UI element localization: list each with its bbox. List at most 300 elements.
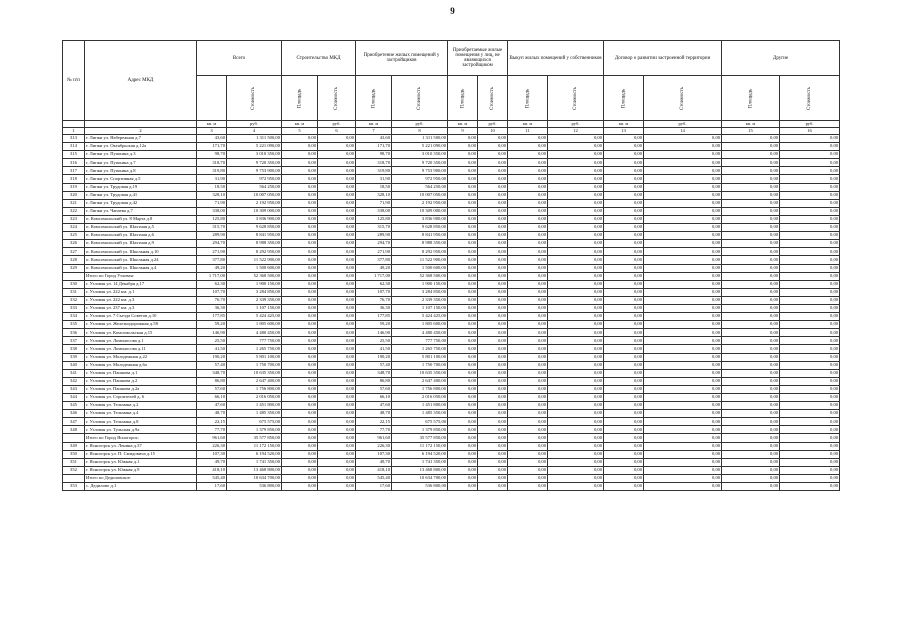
row-contract-cost: 0,00 xyxy=(644,135,722,143)
row-other-area: 0,00 xyxy=(722,329,780,337)
row-other-area: 0,00 xyxy=(722,240,780,248)
row-other-cost: 0,00 xyxy=(780,434,840,442)
row-other-area: 0,00 xyxy=(722,410,780,418)
row-buyout-cost: 0,00 xyxy=(548,418,604,426)
row-other-cost: 0,00 xyxy=(780,474,840,482)
row-developer-area: 25,50 xyxy=(356,337,392,345)
row-developer-cost: 536 800,00 xyxy=(392,483,448,491)
row-construction-cost: 0,00 xyxy=(318,199,356,207)
row-construction-area: 0,00 xyxy=(282,385,318,393)
row-total-area: 36,30 xyxy=(197,304,227,312)
row-nondev-cost: 0,00 xyxy=(478,466,508,474)
row-construction-area: 0,00 xyxy=(282,207,318,215)
row-construction-cost: 0,00 xyxy=(318,394,356,402)
row-developer-cost: 11 522 900,00 xyxy=(392,256,448,264)
row-nondev-area: 0,00 xyxy=(448,159,478,167)
column-number: 9 xyxy=(448,128,478,135)
row-buyout-cost: 0,00 xyxy=(548,361,604,369)
row-total-cost: 1 756 800,00 xyxy=(227,385,282,393)
row-construction-area: 0,00 xyxy=(282,450,318,458)
row-nondev-cost: 0,00 xyxy=(478,418,508,426)
row-construction-area: 0,00 xyxy=(282,442,318,450)
row-buyout-cost: 0,00 xyxy=(548,321,604,329)
row-number: 338 xyxy=(63,345,85,353)
row-contract-area: 0,00 xyxy=(604,143,644,151)
row-total-cost: 1 741 350,00 xyxy=(227,458,282,466)
row-total-area: 315,70 xyxy=(197,224,227,232)
table-row xyxy=(63,248,840,256)
table-row xyxy=(63,151,840,159)
row-total-cost: 1 311 500,00 xyxy=(227,135,282,143)
row-other-area: 0,00 xyxy=(722,232,780,240)
table-row xyxy=(63,313,840,321)
row-other-cost: 0,00 xyxy=(780,240,840,248)
row-total-area: 271,90 xyxy=(197,248,227,256)
table-row xyxy=(63,224,840,232)
row-nondev-cost: 0,00 xyxy=(478,353,508,361)
row-other-area: 0,00 xyxy=(722,466,780,474)
row-buyout-area: 0,00 xyxy=(508,434,548,442)
row-contract-area: 0,00 xyxy=(604,167,644,175)
row-nondev-cost: 0,00 xyxy=(478,304,508,312)
row-developer-cost: 1 485 350,00 xyxy=(392,410,448,418)
row-construction-area: 0,00 xyxy=(282,151,318,159)
row-construction-area: 0,00 xyxy=(282,394,318,402)
row-total-area: 49,70 xyxy=(197,458,227,466)
row-address: Итого по Город Ясногорск: xyxy=(85,434,197,442)
row-construction-area: 0,00 xyxy=(282,280,318,288)
row-contract-cost: 0,00 xyxy=(644,458,722,466)
row-nondev-area: 0,00 xyxy=(448,369,478,377)
row-contract-area: 0,00 xyxy=(604,280,644,288)
row-other-area: 0,00 xyxy=(722,224,780,232)
column-number: 5 xyxy=(282,128,318,135)
row-other-area: 0,00 xyxy=(722,175,780,183)
row-total-cost: 2 016 050,00 xyxy=(227,394,282,402)
row-nondev-area: 0,00 xyxy=(448,224,478,232)
row-address: г. Узловая ул. 237 км. д.3 xyxy=(85,304,197,312)
row-developer-cost: 1 311 500,00 xyxy=(392,135,448,143)
row-other-cost: 0,00 xyxy=(780,151,840,159)
row-address: п. Комсомольский ул. Шахтная д.9 xyxy=(85,240,197,248)
row-address: г. Липки ул. Пушкина д.8 xyxy=(85,167,197,175)
row-number: 350 xyxy=(63,450,85,458)
row-developer-area: 49,70 xyxy=(356,458,392,466)
row-nondev-area: 0,00 xyxy=(448,135,478,143)
row-construction-area: 0,00 xyxy=(282,248,318,256)
row-construction-cost: 0,00 xyxy=(318,159,356,167)
row-developer-area: 107,70 xyxy=(356,288,392,296)
column-number: 3 xyxy=(197,128,227,135)
row-developer-cost: 2 647 400,00 xyxy=(392,377,448,385)
row-nondev-cost: 0,00 xyxy=(478,450,508,458)
row-contract-cost: 0,00 xyxy=(644,272,722,280)
row-nondev-cost: 0,00 xyxy=(478,402,508,410)
row-nondev-cost: 0,00 xyxy=(478,313,508,321)
row-construction-cost: 0,00 xyxy=(318,466,356,474)
row-developer-cost: 1 805 600,00 xyxy=(392,321,448,329)
row-address: г. Узловая ул. Ломоносова д.11 xyxy=(85,345,197,353)
row-other-cost: 0,00 xyxy=(780,458,840,466)
row-address: с. Дедилово д.1 xyxy=(85,483,197,491)
row-developer-area: 318,70 xyxy=(356,159,392,167)
row-buyout-area: 0,00 xyxy=(508,329,548,337)
table-row xyxy=(63,175,840,183)
row-other-cost: 0,00 xyxy=(780,224,840,232)
row-construction-cost: 0,00 xyxy=(318,369,356,377)
row-contract-area: 0,00 xyxy=(604,151,644,159)
row-developer-cost: 1 451 800,00 xyxy=(392,402,448,410)
row-nondev-cost: 0,00 xyxy=(478,159,508,167)
row-construction-area: 0,00 xyxy=(282,288,318,296)
table-row xyxy=(63,369,840,377)
row-buyout-cost: 0,00 xyxy=(548,183,604,191)
row-other-cost: 0,00 xyxy=(780,248,840,256)
table-row xyxy=(63,280,840,288)
row-nondev-cost: 0,00 xyxy=(478,410,508,418)
row-nondev-cost: 0,00 xyxy=(478,215,508,223)
row-developer-area: 146,90 xyxy=(356,329,392,337)
row-construction-cost: 0,00 xyxy=(318,248,356,256)
row-contract-area: 0,00 xyxy=(604,288,644,296)
row-address: г. Узловая ул. 222 км. д.1 xyxy=(85,288,197,296)
row-contract-cost: 0,00 xyxy=(644,385,722,393)
table-row xyxy=(63,191,840,199)
row-developer-cost: 564 250,00 xyxy=(392,183,448,191)
table-row xyxy=(63,135,840,143)
row-other-cost: 0,00 xyxy=(780,426,840,434)
row-buyout-cost: 0,00 xyxy=(548,337,604,345)
row-total-area: 62,30 xyxy=(197,280,227,288)
row-contract-cost: 0,00 xyxy=(644,296,722,304)
row-other-cost: 0,00 xyxy=(780,256,840,264)
row-total-cost: 9 720 350,00 xyxy=(227,159,282,167)
row-other-area: 0,00 xyxy=(722,143,780,151)
row-buyout-cost: 0,00 xyxy=(548,167,604,175)
col-addr-header: Адрес МКД xyxy=(85,41,197,121)
row-number: 321 xyxy=(63,199,85,207)
sub-header-cost: Стоимость xyxy=(548,76,604,121)
row-nondev-cost: 0,00 xyxy=(478,337,508,345)
row-address: п. Комсомольский ул. 8 Марта д.8 xyxy=(85,215,197,223)
row-contract-area: 0,00 xyxy=(604,345,644,353)
sub-header-area: Площадь xyxy=(508,76,548,121)
row-developer-cost: 1 107 150,00 xyxy=(392,304,448,312)
row-nondev-cost: 0,00 xyxy=(478,329,508,337)
row-other-area: 0,00 xyxy=(722,191,780,199)
row-buyout-area: 0,00 xyxy=(508,321,548,329)
row-developer-area: 545,40 xyxy=(356,474,392,482)
row-developer-cost: 13 468 800,00 xyxy=(392,466,448,474)
row-developer-area: 1 717,00 xyxy=(356,272,392,280)
row-contract-area: 0,00 xyxy=(604,256,644,264)
row-total-cost: 1 107 150,00 xyxy=(227,304,282,312)
row-buyout-area: 0,00 xyxy=(508,458,548,466)
row-other-area: 0,00 xyxy=(722,304,780,312)
row-other-cost: 0,00 xyxy=(780,207,840,215)
row-contract-cost: 0,00 xyxy=(644,474,722,482)
row-developer-cost: 1 756 800,00 xyxy=(392,385,448,393)
row-construction-cost: 0,00 xyxy=(318,313,356,321)
group-header-non-developer: Приобретаемые жилые помещения у лиц, не являющихся застройщиком xyxy=(448,41,508,76)
row-buyout-area: 0,00 xyxy=(508,296,548,304)
row-developer-area: 31,90 xyxy=(356,175,392,183)
row-nondev-area: 0,00 xyxy=(448,426,478,434)
sub-header-area: Площадь xyxy=(282,76,318,121)
row-construction-cost: 0,00 xyxy=(318,143,356,151)
row-address: г. Узловая ул. 7 Съезда Советов д.10 xyxy=(85,313,197,321)
row-total-area: 545,40 xyxy=(197,474,227,482)
row-contract-area: 0,00 xyxy=(604,369,644,377)
row-other-cost: 0,00 xyxy=(780,191,840,199)
row-total-area: 31,90 xyxy=(197,175,227,183)
row-construction-area: 0,00 xyxy=(282,410,318,418)
row-nondev-area: 0,00 xyxy=(448,418,478,426)
row-total-area: 1 717,00 xyxy=(197,272,227,280)
row-buyout-cost: 0,00 xyxy=(548,280,604,288)
row-address: п. Комсомольский ул. Шахтная д.6 xyxy=(85,232,197,240)
row-total-cost: 11 172 150,00 xyxy=(227,442,282,450)
row-address: г. Липки ул. Спортивная д.5 xyxy=(85,175,197,183)
row-contract-cost: 0,00 xyxy=(644,215,722,223)
row-contract-area: 0,00 xyxy=(604,474,644,482)
row-number: 349 xyxy=(63,442,85,450)
row-other-area: 0,00 xyxy=(722,426,780,434)
row-construction-cost: 0,00 xyxy=(318,426,356,434)
row-contract-cost: 0,00 xyxy=(644,442,722,450)
row-number xyxy=(63,272,85,280)
row-nondev-cost: 0,00 xyxy=(478,483,508,491)
row-nondev-cost: 0,00 xyxy=(478,385,508,393)
row-developer-cost: 972 950,00 xyxy=(392,175,448,183)
row-contract-cost: 0,00 xyxy=(644,337,722,345)
row-total-area: 338,00 xyxy=(197,207,227,215)
row-buyout-cost: 0,00 xyxy=(548,345,604,353)
row-other-area: 0,00 xyxy=(722,288,780,296)
row-other-cost: 0,00 xyxy=(780,143,840,151)
row-nondev-cost: 0,00 xyxy=(478,199,508,207)
row-other-area: 0,00 xyxy=(722,394,780,402)
row-nondev-area: 0,00 xyxy=(448,402,478,410)
row-developer-area: 961,60 xyxy=(356,434,392,442)
row-contract-area: 0,00 xyxy=(604,434,644,442)
row-contract-cost: 0,00 xyxy=(644,191,722,199)
row-contract-cost: 0,00 xyxy=(644,450,722,458)
row-number: 322 xyxy=(63,207,85,215)
row-number: 345 xyxy=(63,402,85,410)
row-construction-area: 0,00 xyxy=(282,175,318,183)
row-total-cost: 3 284 850,00 xyxy=(227,288,282,296)
row-buyout-area: 0,00 xyxy=(508,264,548,272)
sub-header-area: Площадь xyxy=(604,76,644,121)
row-contract-cost: 0,00 xyxy=(644,167,722,175)
row-contract-cost: 0,00 xyxy=(644,183,722,191)
row-number: 339 xyxy=(63,353,85,361)
row-total-area: 57,40 xyxy=(197,361,227,369)
row-developer-cost: 8 841 950,00 xyxy=(392,232,448,240)
row-developer-area: 49,20 xyxy=(356,264,392,272)
row-contract-area: 0,00 xyxy=(604,304,644,312)
row-address: г. Липки ул. Пушкина д.7 xyxy=(85,159,197,167)
row-total-area: 77,70 xyxy=(197,426,227,434)
row-buyout-cost: 0,00 xyxy=(548,426,604,434)
row-buyout-area: 0,00 xyxy=(508,272,548,280)
row-developer-cost: 9 628 850,00 xyxy=(392,224,448,232)
row-other-cost: 0,00 xyxy=(780,183,840,191)
row-buyout-area: 0,00 xyxy=(508,442,548,450)
row-buyout-area: 0,00 xyxy=(508,345,548,353)
row-contract-area: 0,00 xyxy=(604,450,644,458)
row-number: 313 xyxy=(63,135,85,143)
row-developer-area: 62,30 xyxy=(356,280,392,288)
row-nondev-cost: 0,00 xyxy=(478,321,508,329)
row-other-area: 0,00 xyxy=(722,385,780,393)
row-contract-area: 0,00 xyxy=(604,361,644,369)
group-header-development-contract: Договор о развитии застроенной территории xyxy=(604,41,722,76)
row-contract-cost: 0,00 xyxy=(644,434,722,442)
row-contract-cost: 0,00 xyxy=(644,224,722,232)
row-buyout-cost: 0,00 xyxy=(548,143,604,151)
row-number xyxy=(63,474,85,482)
row-buyout-area: 0,00 xyxy=(508,191,548,199)
row-total-cost: 5 221 090,00 xyxy=(227,143,282,151)
row-construction-area: 0,00 xyxy=(282,256,318,264)
sub-header-cost: Стоимость xyxy=(644,76,722,121)
row-developer-cost: 1 900 150,00 xyxy=(392,280,448,288)
unit-cost: руб. xyxy=(478,121,508,128)
row-buyout-cost: 0,00 xyxy=(548,207,604,215)
row-other-cost: 0,00 xyxy=(780,450,840,458)
row-construction-area: 0,00 xyxy=(282,483,318,491)
row-other-cost: 0,00 xyxy=(780,135,840,143)
row-contract-cost: 0,00 xyxy=(644,321,722,329)
row-contract-cost: 0,00 xyxy=(644,394,722,402)
row-other-cost: 0,00 xyxy=(780,313,840,321)
row-total-cost: 13 468 800,00 xyxy=(227,466,282,474)
row-developer-cost: 10 007 050,00 xyxy=(392,191,448,199)
row-total-area: 348,70 xyxy=(197,369,227,377)
row-total-area: 41,50 xyxy=(197,345,227,353)
column-number: 13 xyxy=(604,128,644,135)
row-total-area: 318,70 xyxy=(197,159,227,167)
row-nondev-cost: 0,00 xyxy=(478,248,508,256)
row-construction-cost: 0,00 xyxy=(318,361,356,369)
row-developer-area: 328,10 xyxy=(356,191,392,199)
row-address: г. Липки ул. Трудовая д.19 xyxy=(85,183,197,191)
row-construction-cost: 0,00 xyxy=(318,240,356,248)
row-other-area: 0,00 xyxy=(722,313,780,321)
row-other-cost: 0,00 xyxy=(780,483,840,491)
row-buyout-cost: 0,00 xyxy=(548,402,604,410)
row-address: г. Узловая ул. Тульская д.9а xyxy=(85,426,197,434)
sub-header-cost: Стоимость xyxy=(318,76,356,121)
row-nondev-area: 0,00 xyxy=(448,450,478,458)
row-nondev-cost: 0,00 xyxy=(478,167,508,175)
row-buyout-cost: 0,00 xyxy=(548,191,604,199)
row-address: г. Узловая ул. Строителей д. 6 xyxy=(85,394,197,402)
row-other-cost: 0,00 xyxy=(780,402,840,410)
row-total-area: 328,10 xyxy=(197,191,227,199)
row-construction-cost: 0,00 xyxy=(318,337,356,345)
row-other-area: 0,00 xyxy=(722,418,780,426)
row-nondev-area: 0,00 xyxy=(448,272,478,280)
table-row xyxy=(63,385,840,393)
row-nondev-area: 0,00 xyxy=(448,385,478,393)
row-developer-cost: 1 265 750,00 xyxy=(392,345,448,353)
row-number: 336 xyxy=(63,329,85,337)
row-address: г. Узловая ул. Ломоносова д.1 xyxy=(85,337,197,345)
row-developer-cost: 3 284 850,00 xyxy=(392,288,448,296)
row-nondev-area: 0,00 xyxy=(448,207,478,215)
row-other-area: 0,00 xyxy=(722,458,780,466)
row-buyout-area: 0,00 xyxy=(508,288,548,296)
unit-area: кв. м xyxy=(508,121,548,128)
row-contract-cost: 0,00 xyxy=(644,483,722,491)
row-total-cost: 1 265 750,00 xyxy=(227,345,282,353)
column-number: 2 xyxy=(85,128,197,135)
row-construction-cost: 0,00 xyxy=(318,402,356,410)
row-construction-cost: 0,00 xyxy=(318,377,356,385)
row-construction-area: 0,00 xyxy=(282,353,318,361)
row-nondev-area: 0,00 xyxy=(448,264,478,272)
row-nondev-area: 0,00 xyxy=(448,143,478,151)
row-buyout-area: 0,00 xyxy=(508,353,548,361)
sub-header-cost: Стоимость xyxy=(392,76,448,121)
table-row xyxy=(63,288,840,296)
row-other-area: 0,00 xyxy=(722,434,780,442)
row-contract-area: 0,00 xyxy=(604,240,644,248)
row-construction-area: 0,00 xyxy=(282,345,318,353)
row-contract-area: 0,00 xyxy=(604,483,644,491)
row-developer-area: 190,20 xyxy=(356,353,392,361)
row-buyout-area: 0,00 xyxy=(508,183,548,191)
sub-header-area: Площадь xyxy=(448,76,478,121)
row-nondev-area: 0,00 xyxy=(448,296,478,304)
row-total-area: 71,90 xyxy=(197,199,227,207)
sub-header-area: Площадь xyxy=(356,76,392,121)
row-nondev-area: 0,00 xyxy=(448,394,478,402)
row-buyout-cost: 0,00 xyxy=(548,394,604,402)
row-number: 353 xyxy=(63,483,85,491)
row-construction-cost: 0,00 xyxy=(318,191,356,199)
row-buyout-area: 0,00 xyxy=(508,135,548,143)
row-construction-area: 0,00 xyxy=(282,321,318,329)
table-row xyxy=(63,264,840,272)
row-total-cost: 6 194 520,00 xyxy=(227,450,282,458)
row-nondev-area: 0,00 xyxy=(448,151,478,159)
row-other-area: 0,00 xyxy=(722,248,780,256)
row-number: 330 xyxy=(63,280,85,288)
row-developer-area: 315,70 xyxy=(356,224,392,232)
row-number: 319 xyxy=(63,183,85,191)
row-buyout-cost: 0,00 xyxy=(548,313,604,321)
row-buyout-cost: 0,00 xyxy=(548,135,604,143)
row-developer-area: 17,60 xyxy=(356,483,392,491)
row-nondev-area: 0,00 xyxy=(448,288,478,296)
row-developer-cost: 2 016 050,00 xyxy=(392,394,448,402)
table-row xyxy=(63,377,840,385)
row-contract-cost: 0,00 xyxy=(644,304,722,312)
row-address: г. Узловая ул. Железнодорожная д.58 xyxy=(85,321,197,329)
table-row xyxy=(63,159,840,167)
unit-cost: руб. xyxy=(780,121,840,128)
row-buyout-cost: 0,00 xyxy=(548,288,604,296)
row-nondev-area: 0,00 xyxy=(448,280,478,288)
row-number: 337 xyxy=(63,337,85,345)
row-buyout-cost: 0,00 xyxy=(548,256,604,264)
row-contract-cost: 0,00 xyxy=(644,345,722,353)
table-row xyxy=(63,402,840,410)
